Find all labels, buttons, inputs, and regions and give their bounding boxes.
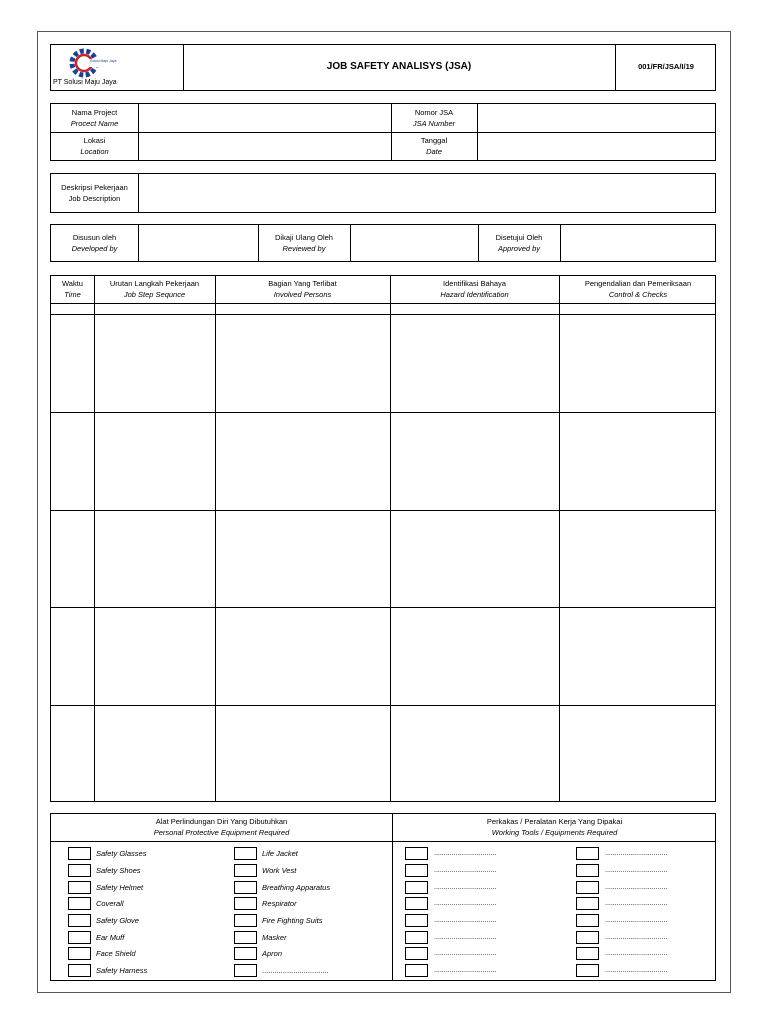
- ppe-item[interactable]: Apron: [234, 946, 282, 960]
- tool-checkbox[interactable]: [576, 964, 599, 977]
- tool-checkbox[interactable]: [405, 947, 428, 960]
- ppe-checkbox[interactable]: [234, 931, 257, 944]
- tool-item[interactable]: ................................: [576, 846, 685, 860]
- ppe-checkbox[interactable]: [68, 897, 91, 910]
- ppe-item[interactable]: Safety Glove: [68, 913, 139, 927]
- ppe-checkbox[interactable]: [234, 947, 257, 960]
- tool-item[interactable]: ................................: [405, 880, 514, 894]
- tool-item[interactable]: ................................: [405, 913, 514, 927]
- ppe-checkbox[interactable]: [68, 881, 91, 894]
- ppe-item[interactable]: Safety Shoes: [68, 863, 141, 877]
- jsa-number-label: Nomor JSA JSA Number: [412, 108, 456, 128]
- ppe-checkbox[interactable]: [68, 947, 91, 960]
- location-label: Lokasi Location: [80, 136, 109, 156]
- equipment-box: [50, 813, 716, 981]
- reviewed-by-label: Dikaji Ulang Oleh Reviewed by: [275, 233, 333, 253]
- job-description-label: Deskripsi Pekerjaan Job Description: [61, 183, 128, 203]
- ppe-item[interactable]: Fire Fighting Suits: [234, 913, 322, 927]
- tool-checkbox[interactable]: [405, 897, 428, 910]
- tool-item[interactable]: ................................: [576, 896, 685, 910]
- table-row[interactable]: [51, 511, 715, 607]
- ppe-checkbox[interactable]: [234, 897, 257, 910]
- tool-item[interactable]: ................................: [405, 863, 514, 877]
- tool-item[interactable]: ................................: [405, 963, 514, 977]
- date-field[interactable]: [478, 133, 716, 161]
- company-name: PT Solusi Maju Jaya: [53, 79, 117, 86]
- approved-by-label: Disetujui Oleh Approved by: [495, 233, 543, 253]
- ppe-item[interactable]: Ear Muff: [68, 930, 124, 944]
- jsa-form: [37, 31, 731, 993]
- ppe-checkbox[interactable]: [234, 881, 257, 894]
- tool-item[interactable]: ................................: [576, 880, 685, 894]
- developed-by-field[interactable]: [139, 225, 258, 261]
- table-row[interactable]: [51, 608, 715, 705]
- ppe-checkbox[interactable]: [234, 847, 257, 860]
- ppe-checkbox[interactable]: [68, 847, 91, 860]
- tool-checkbox[interactable]: [405, 847, 428, 860]
- ppe-checkbox[interactable]: [68, 914, 91, 927]
- job-description-field[interactable]: [139, 174, 716, 212]
- project-info-box: [50, 103, 716, 161]
- table-row[interactable]: [51, 413, 715, 510]
- ppe-item[interactable]: Masker: [234, 930, 287, 944]
- tool-checkbox[interactable]: [576, 947, 599, 960]
- project-name-field[interactable]: [139, 104, 391, 132]
- tool-item[interactable]: ................................: [576, 946, 685, 960]
- table-row[interactable]: [51, 706, 715, 801]
- ppe-item[interactable]: Face Shield: [68, 946, 136, 960]
- ppe-checkbox[interactable]: [234, 964, 257, 977]
- ppe-checkbox[interactable]: [234, 864, 257, 877]
- ppe-item[interactable]: Work Vest: [234, 863, 296, 877]
- tools-title: Perkakas / Peralatan Kerja Yang Dipakai Working Tools / Equipments Required: [486, 817, 623, 837]
- col-header-involved-persons: Bagian Yang Terlibat Involved Persons: [268, 279, 337, 299]
- ppe-title: Alat Perlindungan Diri Yang Dibutuhkan Personal Protective Equipment Required: [153, 817, 290, 837]
- tool-checkbox[interactable]: [405, 931, 428, 944]
- jsa-number-field[interactable]: [478, 104, 716, 132]
- col-header-job-step: Urutan Langkah Pekerjaan Job Step Sequnce: [109, 279, 200, 299]
- tool-item[interactable]: ................................: [576, 963, 685, 977]
- tool-checkbox[interactable]: [576, 914, 599, 927]
- date-label: Tanggal Date: [420, 136, 448, 156]
- tool-checkbox[interactable]: [576, 931, 599, 944]
- col-header-time: Waktu Time: [62, 279, 83, 299]
- tool-checkbox[interactable]: [576, 864, 599, 877]
- tool-checkbox[interactable]: [405, 914, 428, 927]
- ppe-checkbox[interactable]: [68, 931, 91, 944]
- col-header-control: Pengendalian dan Pemeriksaan Control & Checks: [584, 279, 692, 299]
- ppe-item-other[interactable]: ................................: [234, 963, 329, 977]
- tool-checkbox[interactable]: [405, 881, 428, 894]
- form-title: JOB SAFETY ANALISYS (JSA): [326, 61, 472, 72]
- tool-item[interactable]: ................................: [576, 930, 685, 944]
- approvals-box: [50, 224, 716, 262]
- company-logo-icon: [61, 48, 117, 78]
- ppe-item[interactable]: Safety Glasses: [68, 846, 146, 860]
- location-field[interactable]: [139, 133, 391, 161]
- col-header-hazard: Identifikasi Bahaya Hazard Identification: [440, 279, 509, 299]
- tool-checkbox[interactable]: [576, 847, 599, 860]
- header-box: [50, 44, 716, 91]
- tool-item[interactable]: ................................: [576, 863, 685, 877]
- ppe-item[interactable]: Safety Helmet: [68, 880, 143, 894]
- project-name-label: Nama Project Procect Name: [70, 108, 119, 128]
- ppe-checkbox[interactable]: [68, 864, 91, 877]
- ppe-item[interactable]: Life Jacket: [234, 846, 298, 860]
- ppe-checkbox[interactable]: [234, 914, 257, 927]
- ppe-item[interactable]: Safety Harness: [68, 963, 147, 977]
- tool-item[interactable]: ................................: [405, 896, 514, 910]
- ppe-item[interactable]: Respirator: [234, 896, 297, 910]
- doc-number: 001/FR/JSA/I/19: [638, 62, 694, 71]
- job-steps-table: [50, 275, 716, 802]
- ppe-item[interactable]: Coverall: [68, 896, 124, 910]
- tool-item[interactable]: ................................: [405, 846, 514, 860]
- tool-item[interactable]: ................................: [576, 913, 685, 927]
- ppe-item[interactable]: Breathing Apparatus: [234, 880, 330, 894]
- tool-checkbox[interactable]: [405, 864, 428, 877]
- approved-by-field[interactable]: [561, 225, 716, 261]
- reviewed-by-field[interactable]: [351, 225, 478, 261]
- tool-checkbox[interactable]: [576, 897, 599, 910]
- table-row[interactable]: [51, 315, 715, 412]
- tool-item[interactable]: ................................: [405, 946, 514, 960]
- developed-by-label: Disusun oleh Developed by: [71, 233, 118, 253]
- tool-checkbox[interactable]: [576, 881, 599, 894]
- job-description-box: [50, 173, 716, 213]
- tool-item[interactable]: ................................: [405, 930, 514, 944]
- logo-text: Solusi Maju Jaya: [90, 59, 117, 63]
- ppe-checkbox[interactable]: [68, 964, 91, 977]
- tool-checkbox[interactable]: [405, 964, 428, 977]
